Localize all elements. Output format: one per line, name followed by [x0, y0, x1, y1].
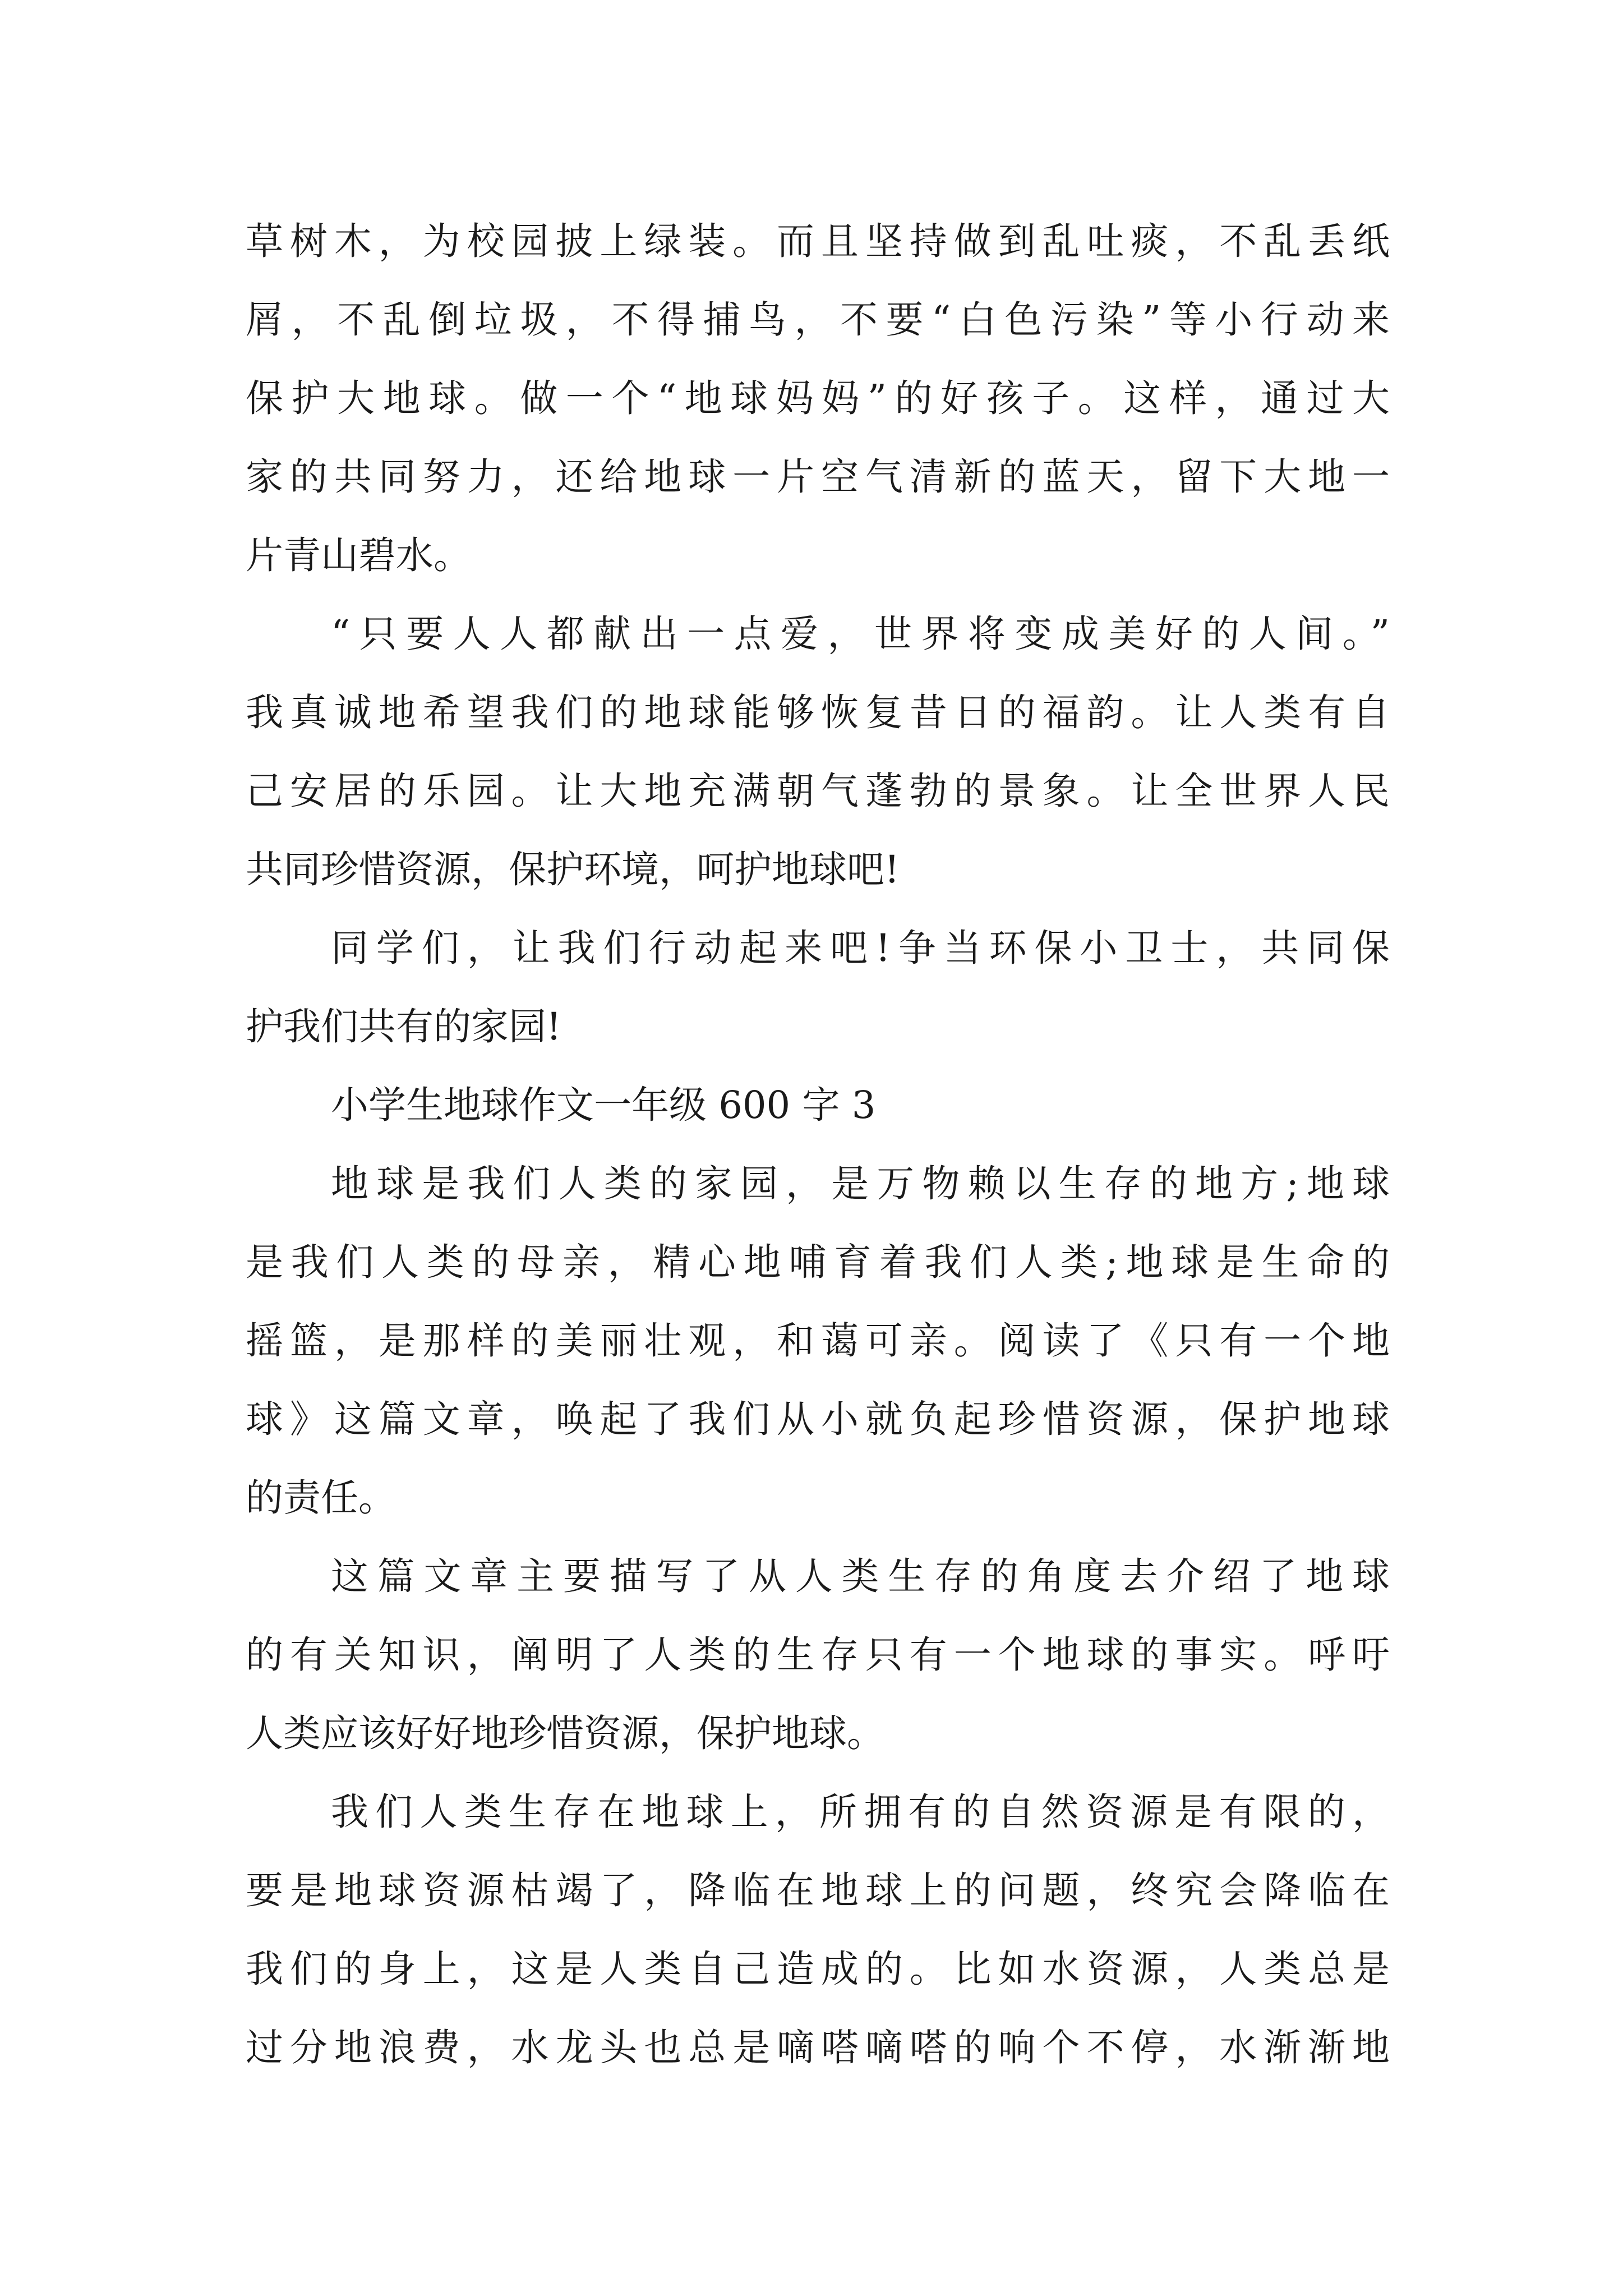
text-line: 要是地球资源枯竭了，降临在地球上的问题，终究会降临在 [246, 1869, 1390, 1912]
text-line: 屑，不乱倒垃圾，不得捕鸟，不要“白色污染”等小行动来 [246, 298, 1390, 342]
text-line: “只要人人都献出一点爱，世界将变成美好的人间。” [331, 612, 1390, 656]
section-heading: 小学生地球作文一年级 600 字 3 [331, 1083, 876, 1127]
text-line: 家的共同努力，还给地球一片空气清新的蓝天，留下大地一 [246, 455, 1390, 499]
text-line: 同学们，让我们行动起来吧!争当环保小卫士，共同保 [331, 926, 1390, 970]
text-line: 球》这篇文章，唤起了我们从小就负起珍惜资源，保护地球 [246, 1397, 1390, 1441]
text-line: 护我们共有的家园! [246, 1005, 561, 1048]
text-line: 是我们人类的母亲，精心地哺育着我们人类;地球是生命的 [246, 1240, 1390, 1284]
text-line: 人类应该好好地珍惜资源，保护地球。 [246, 1711, 884, 1755]
text-line: 我们的身上，这是人类自己造成的。比如水资源，人类总是 [246, 1947, 1390, 1991]
text-line: 保护大地球。做一个“地球妈妈”的好孩子。这样，通过大 [246, 376, 1390, 420]
document-body [246, 202, 1390, 2087]
text-line: 己安居的乐园。让大地充满朝气蓬勃的景象。让全世界人民 [246, 769, 1390, 813]
text-line: 我们人类生存在地球上，所拥有的自然资源是有限的， [331, 1790, 1390, 1834]
text-line: 地球是我们人类的家园，是万物赖以生存的地方;地球 [331, 1162, 1390, 1205]
text-line: 我真诚地希望我们的地球能够恢复昔日的福韵。让人类有自 [246, 691, 1390, 734]
text-line: 草树木，为校园披上绿装。而且坚持做到乱吐痰，不乱丢纸 [246, 219, 1390, 263]
text-line: 共同珍惜资源，保护环境，呵护地球吧! [246, 848, 900, 891]
text-line: 的有关知识，阐明了人类的生存只有一个地球的事实。呼吁 [246, 1633, 1390, 1677]
text-line: 摇篮，是那样的美丽壮观，和蔼可亲。阅读了《只有一个地 [246, 1319, 1390, 1363]
text-line: 过分地浪费，水龙头也总是嘀嗒嘀嗒的响个不停，水渐渐地 [246, 2026, 1390, 2069]
text-line: 的责任。 [246, 1476, 396, 1520]
text-line: 这篇文章主要描写了从人类生存的角度去介绍了地球 [331, 1554, 1390, 1598]
text-line: 片青山碧水。 [246, 533, 471, 577]
